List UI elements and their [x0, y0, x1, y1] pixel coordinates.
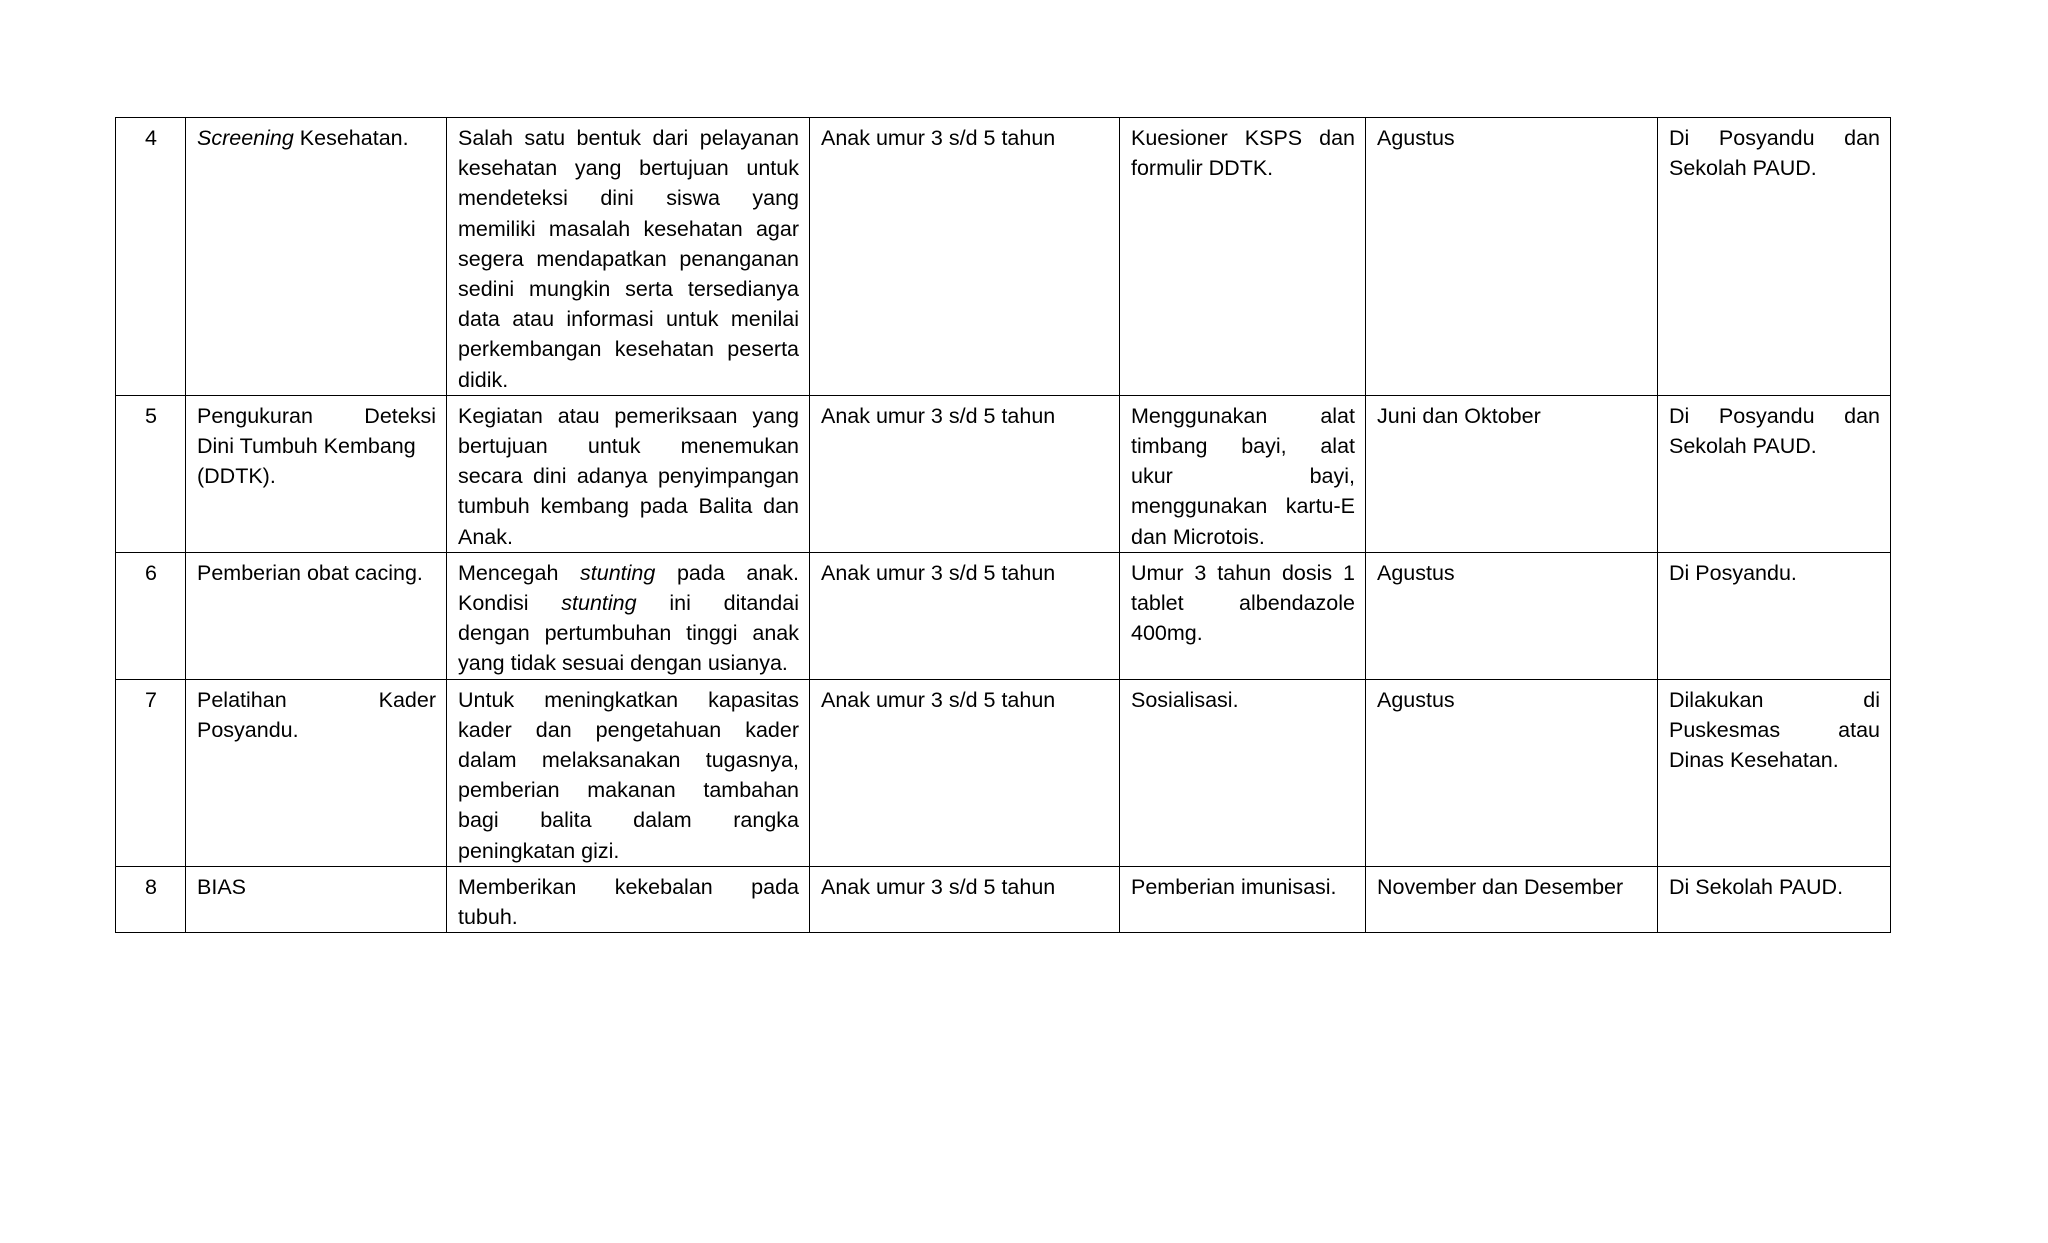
- purpose-line: peningkatan gizi.: [458, 838, 620, 863]
- purpose-line: Memberikan kekebalan pada: [458, 874, 799, 899]
- tools-line: ukur bayi,: [1131, 464, 1355, 489]
- row-number: 4: [116, 118, 186, 396]
- row-number: 6: [116, 552, 186, 679]
- time-cell: November dan Desember: [1366, 866, 1658, 932]
- target-cell: Anak umur 3 s/d 5 tahun: [810, 552, 1120, 679]
- target-cell: Anak umur 3 s/d 5 tahun: [810, 679, 1120, 866]
- tools-line: 400mg.: [1131, 621, 1203, 646]
- tools-cell: [1120, 552, 1366, 679]
- activity-line: Pelatihan Kader: [197, 687, 436, 712]
- place-line: Sekolah PAUD.: [1669, 434, 1817, 459]
- time-cell: Juni dan Oktober: [1366, 395, 1658, 552]
- row-number: 8: [116, 866, 186, 932]
- purpose-text: Kondisi: [458, 591, 562, 616]
- purpose-line: mendeteksi dini siswa yang: [458, 186, 799, 211]
- tools-line: Umur 3 tahun dosis 1: [1131, 560, 1355, 585]
- purpose-cell: [447, 395, 810, 552]
- activity-italic-text: Screening: [197, 126, 294, 150]
- place-line: Di Posyandu dan: [1669, 403, 1880, 428]
- purpose-italic-text: stunting: [561, 591, 637, 616]
- row-number: 7: [116, 679, 186, 866]
- purpose-line: kader dan pengetahuan kader: [458, 717, 799, 742]
- table-row: [116, 552, 1891, 679]
- tools-line: dan Microtois.: [1131, 524, 1265, 549]
- purpose-line: dalam melaksanakan tugasnya,: [458, 748, 799, 773]
- purpose-line: pemberian makanan tambahan: [458, 778, 799, 803]
- purpose-line: kesehatan yang bertujuan untuk: [458, 156, 799, 181]
- place-cell: Di Posyandu.: [1658, 552, 1891, 679]
- time-cell: Agustus: [1366, 679, 1658, 866]
- activity-cell: [186, 679, 447, 866]
- tools-cell: [1120, 118, 1366, 396]
- purpose-line: perkembangan kesehatan peserta: [458, 337, 799, 362]
- tools-cell: Sosialisasi.: [1120, 679, 1366, 866]
- purpose-line: tumbuh kembang pada Balita dan: [458, 494, 799, 519]
- purpose-line: dengan pertumbuhan tinggi anak: [458, 621, 799, 646]
- purpose-line: Anak.: [458, 524, 513, 549]
- purpose-line: [458, 588, 799, 618]
- purpose-line: Untuk meningkatkan kapasitas: [458, 687, 799, 712]
- purpose-italic-text: stunting: [580, 560, 656, 585]
- place-line: Dinas Kesehatan.: [1669, 748, 1839, 773]
- tools-line: tablet albendazole: [1131, 591, 1355, 616]
- purpose-line: [458, 558, 799, 588]
- purpose-cell: [447, 866, 810, 932]
- purpose-line: data atau informasi untuk menilai: [458, 307, 799, 332]
- row-number: 5: [116, 395, 186, 552]
- purpose-line: bertujuan untuk menemukan: [458, 434, 799, 459]
- place-cell: [1658, 679, 1891, 866]
- activity-line: Posyandu.: [197, 717, 299, 742]
- activity-text: Kesehatan.: [293, 126, 409, 150]
- purpose-line: sedini mungkin serta tersedianya: [458, 277, 799, 302]
- activity-cell: [186, 395, 447, 552]
- activity-line: Dini Tumbuh Kembang: [197, 434, 416, 459]
- table-row: [116, 679, 1891, 866]
- tools-line: Menggunakan alat: [1131, 403, 1355, 428]
- table-row: [116, 395, 1891, 552]
- place-line: Sekolah PAUD.: [1669, 156, 1817, 181]
- place-line: Puskesmas atau: [1669, 717, 1880, 742]
- purpose-line: memiliki masalah kesehatan agar: [458, 216, 799, 241]
- activity-cell: Pemberian obat cacing.: [186, 552, 447, 679]
- table-row: [116, 866, 1891, 932]
- tools-cell: [1120, 395, 1366, 552]
- tools-line: menggunakan kartu-E: [1131, 494, 1355, 519]
- activity-cell: BIAS: [186, 866, 447, 932]
- activity-table: [115, 117, 1891, 933]
- tools-line: Kuesioner KSPS dan: [1131, 126, 1355, 150]
- purpose-cell: [447, 552, 810, 679]
- place-line: Di Posyandu dan: [1669, 126, 1880, 150]
- purpose-line: secara dini adanya penyimpangan: [458, 464, 799, 489]
- table-row: [116, 118, 1891, 396]
- place-line: Dilakukan di: [1669, 687, 1880, 712]
- purpose-text: ini ditandai: [636, 591, 799, 616]
- place-cell: Di Sekolah PAUD.: [1658, 866, 1891, 932]
- place-cell: [1658, 118, 1891, 396]
- tools-line: timbang bayi, alat: [1131, 434, 1355, 459]
- purpose-text: pada anak.: [655, 560, 799, 585]
- activity-line: Pengukuran Deteksi: [197, 403, 436, 428]
- purpose-line: didik.: [458, 367, 509, 392]
- purpose-line: segera mendapatkan penanganan: [458, 246, 799, 271]
- time-cell: Agustus: [1366, 552, 1658, 679]
- purpose-line: tubuh.: [458, 905, 518, 930]
- purpose-cell: [447, 679, 810, 866]
- tools-line: formulir DDTK.: [1131, 156, 1274, 181]
- tools-cell: Pemberian imunisasi.: [1120, 866, 1366, 932]
- purpose-cell: [447, 118, 810, 396]
- purpose-line: yang tidak sesuai dengan usianya.: [458, 651, 788, 676]
- activity-line: (DDTK).: [197, 464, 276, 489]
- purpose-line: Kegiatan atau pemeriksaan yang: [458, 403, 799, 428]
- place-cell: [1658, 395, 1891, 552]
- purpose-line: Salah satu bentuk dari pelayanan: [458, 126, 799, 150]
- target-cell: Anak umur 3 s/d 5 tahun: [810, 395, 1120, 552]
- purpose-text: Mencegah: [458, 560, 581, 585]
- activity-cell: [186, 118, 447, 396]
- target-cell: Anak umur 3 s/d 5 tahun: [810, 118, 1120, 396]
- time-cell: Agustus: [1366, 118, 1658, 396]
- purpose-line: bagi balita dalam rangka: [458, 808, 799, 833]
- target-cell: Anak umur 3 s/d 5 tahun: [810, 866, 1120, 932]
